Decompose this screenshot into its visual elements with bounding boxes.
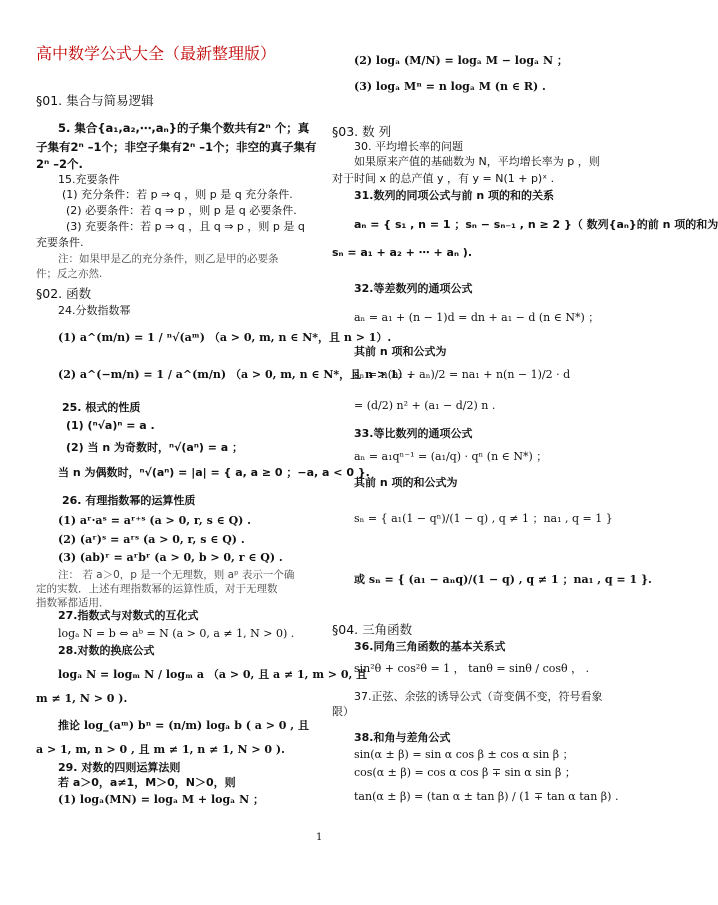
- item-30-text-line2: 对于时间 x 的总产值 y ，有 y = N(1 + p)ˣ .: [332, 172, 555, 185]
- item-25-formula3: 当 n 为偶数时，ⁿ√(aⁿ) = |a| = { a, a ≥ 0 ；−a, a < 0 }.: [58, 466, 370, 479]
- item-32-sum-formula2: = (d/2) n² + (a₁ − d/2) n .: [354, 399, 496, 412]
- item-38-formula-tan: tan(α ± β) = (tan α ± tan β) / (1 ∓ tan α tan β) .: [354, 790, 619, 803]
- item-36-heading: 36.同角三角函数的基本关系式: [354, 640, 506, 653]
- item-26-formula3: (3) (ab)ʳ = aʳbʳ (a > 0, b > 0, r ∈ Q) .: [58, 551, 283, 564]
- item-28-formula-line1: logₐ N = logₘ N / logₘ a （a > 0, 且 a ≠ 1, m > 0, 且: [58, 668, 368, 681]
- item-24-formula2: (2) a^(−m/n) = 1 / a^(m/n) （a > 0, m, n ∈ N*，且 n > 1）.: [58, 368, 413, 381]
- item-26-note-line3: 指数幂都适用．: [36, 597, 110, 609]
- item-28-formula-line2: m ≠ 1, N > 0 ).: [36, 692, 128, 705]
- item-31-formula-line2: sₙ = a₁ + a₂ + ⋯ + aₙ ).: [332, 246, 473, 259]
- formula-5-line2: 子集有2ⁿ –1个；非空子集有2ⁿ –1个；非空的真子集有: [36, 140, 317, 154]
- page-number: 1: [316, 832, 323, 843]
- item-25-formula1: (1) (ⁿ√a)ⁿ = a .: [66, 419, 155, 432]
- item-26-note-line2: 定的实数．上述有理指数幂的运算性质，对于无理数: [36, 583, 278, 595]
- item-29-condition: 若 a＞0，a≠1，M＞0，N＞0，则: [58, 776, 236, 789]
- item-33-formula: aₙ = a₁qⁿ⁻¹ = (a₁/q) · qⁿ (n ∈ N*) ；: [354, 450, 548, 463]
- item-33-sum-heading: 其前 n 项的和公式为: [354, 476, 458, 489]
- item-32-sum-formula1: sₙ = n(a₁ + aₙ)/2 = na₁ + n(n − 1)/2 · d: [354, 368, 571, 381]
- formula-5-line1: 5. 集合{a₁,a₂,⋯,aₙ}的子集个数共有2ⁿ 个；真: [58, 121, 310, 135]
- item-33-sum-formula2: 或 sₙ = { (a₁ − aₙq)/(1 − q) , q ≠ 1 ；na₁ , q = 1 }.: [354, 573, 652, 586]
- item-25-formula2: (2) 当 n 为奇数时，ⁿ√(aⁿ) = a ；: [66, 441, 243, 454]
- item-32-sum-heading: 其前 n 项和公式为: [354, 345, 447, 358]
- item-15-note-line2: 件；反之亦然.: [36, 268, 103, 280]
- item-29-heading: 29. 对数的四则运算法则: [58, 761, 181, 774]
- section-04-heading: §04. 三角函数: [332, 622, 413, 637]
- item-26-formula1: (1) aʳ·aˢ = aʳ⁺ˢ (a > 0, r, s ∈ Q) .: [58, 514, 252, 527]
- section-02-heading: §02. 函数: [36, 286, 92, 301]
- item-33-heading: 33.等比数列的通项公式: [354, 427, 473, 440]
- item-28-corollary-line2: a > 1, m, n > 0 , 且 m ≠ 1, n ≠ 1, N > 0 ).: [36, 743, 285, 756]
- formula-5-line3: 2ⁿ –2个.: [36, 157, 83, 171]
- item-30-heading: 30. 平均增长率的问题: [354, 140, 463, 153]
- item-28-corollary-line1: 推论 log_(aᵐ) bⁿ = (n/m) logₐ b ( a > 0 , 且: [58, 719, 309, 732]
- item-31-heading: 31.数列的同项公式与前 n 项的和的关系: [354, 189, 554, 202]
- item-26-note-line1: 注： 若 a＞0，p 是一个无理数，则 aᵖ 表示一个确: [58, 569, 295, 581]
- item-15-iff-cont: 充要条件.: [36, 236, 84, 249]
- item-32-heading: 32.等差数列的通项公式: [354, 282, 473, 295]
- item-15-sufficient: (1) 充分条件：若 p ⇒ q ，则 p 是 q 充分条件.: [62, 188, 293, 201]
- item-26-heading: 26. 有理指数幂的运算性质: [62, 494, 196, 507]
- item-32-formula: aₙ = a₁ + (n − 1)d = dn + a₁ − d (n ∈ N*) ；: [354, 311, 600, 324]
- item-29-rule3: (3) logₐ Mⁿ = n logₐ M (n ∈ R) .: [354, 80, 546, 93]
- item-25-heading: 25. 根式的性质: [62, 401, 141, 414]
- item-28-heading: 28.对数的换底公式: [58, 644, 155, 657]
- item-15-heading: 15.充要条件: [58, 173, 120, 186]
- item-15-iff: (3) 充要条件：若 p ⇒ q ，且 q ⇒ p ，则 p 是 q: [66, 220, 305, 233]
- item-31-formula-line1: aₙ = { s₁ , n = 1 ；sₙ − sₙ₋₁ , n ≥ 2 }（ 数列{aₙ}的前 n 项的和为: [354, 218, 718, 231]
- item-30-text-line1: 如果原来产值的基础数为 N，平均增长率为 p ，则: [354, 155, 600, 168]
- item-29-rule1: (1) logₐ(MN) = logₐ M + logₐ N ；: [58, 793, 264, 806]
- item-27-formula: logₐ N = b ⇔ aᵇ = N (a > 0, a ≠ 1, N > 0) .: [58, 627, 295, 640]
- item-27-heading: 27.指数式与对数式的互化式: [58, 609, 199, 622]
- item-33-sum-formula1: sₙ = { a₁(1 − qⁿ)/(1 − q) , q ≠ 1 ；na₁ , q = 1 }: [354, 512, 613, 525]
- item-38-heading: 38.和角与差角公式: [354, 731, 451, 744]
- item-26-formula2: (2) (aʳ)ˢ = aʳˢ (a > 0, r, s ∈ Q) .: [58, 533, 245, 546]
- item-38-formula-sin: sin(α ± β) = sin α cos β ± cos α sin β ；: [354, 748, 574, 761]
- item-36-formula: sin²θ + cos²θ = 1 ， tanθ = sinθ / cosθ ， .: [354, 662, 590, 675]
- section-03-heading: §03. 数 列: [332, 124, 392, 139]
- section-01-heading: §01. 集合与简易逻辑: [36, 93, 154, 108]
- page-title: 高中数学公式大全（最新整理版）: [36, 44, 277, 63]
- item-37-line2: 限）: [332, 705, 354, 718]
- item-37-line1: 37.正弦、余弦的诱导公式（奇变偶不变，符号看象: [354, 690, 603, 703]
- item-24-heading: 24.分数指数幂: [58, 304, 131, 317]
- item-15-necessary: (2) 必要条件：若 q ⇒ p ，则 p 是 q 必要条件.: [66, 204, 297, 217]
- item-24-formula1: (1) a^(m/n) = 1 / ⁿ√(aᵐ) （a > 0, m, n ∈ N*，且 n > 1）.: [58, 331, 392, 344]
- item-29-rule2: (2) logₐ (M/N) = logₐ M − logₐ N ；: [354, 54, 568, 67]
- item-38-formula-cos: cos(α ± β) = cos α cos β ∓ sin α sin β ；: [354, 766, 576, 779]
- item-15-note-line1: 注：如果甲是乙的充分条件，则乙是甲的必要条: [58, 253, 279, 265]
